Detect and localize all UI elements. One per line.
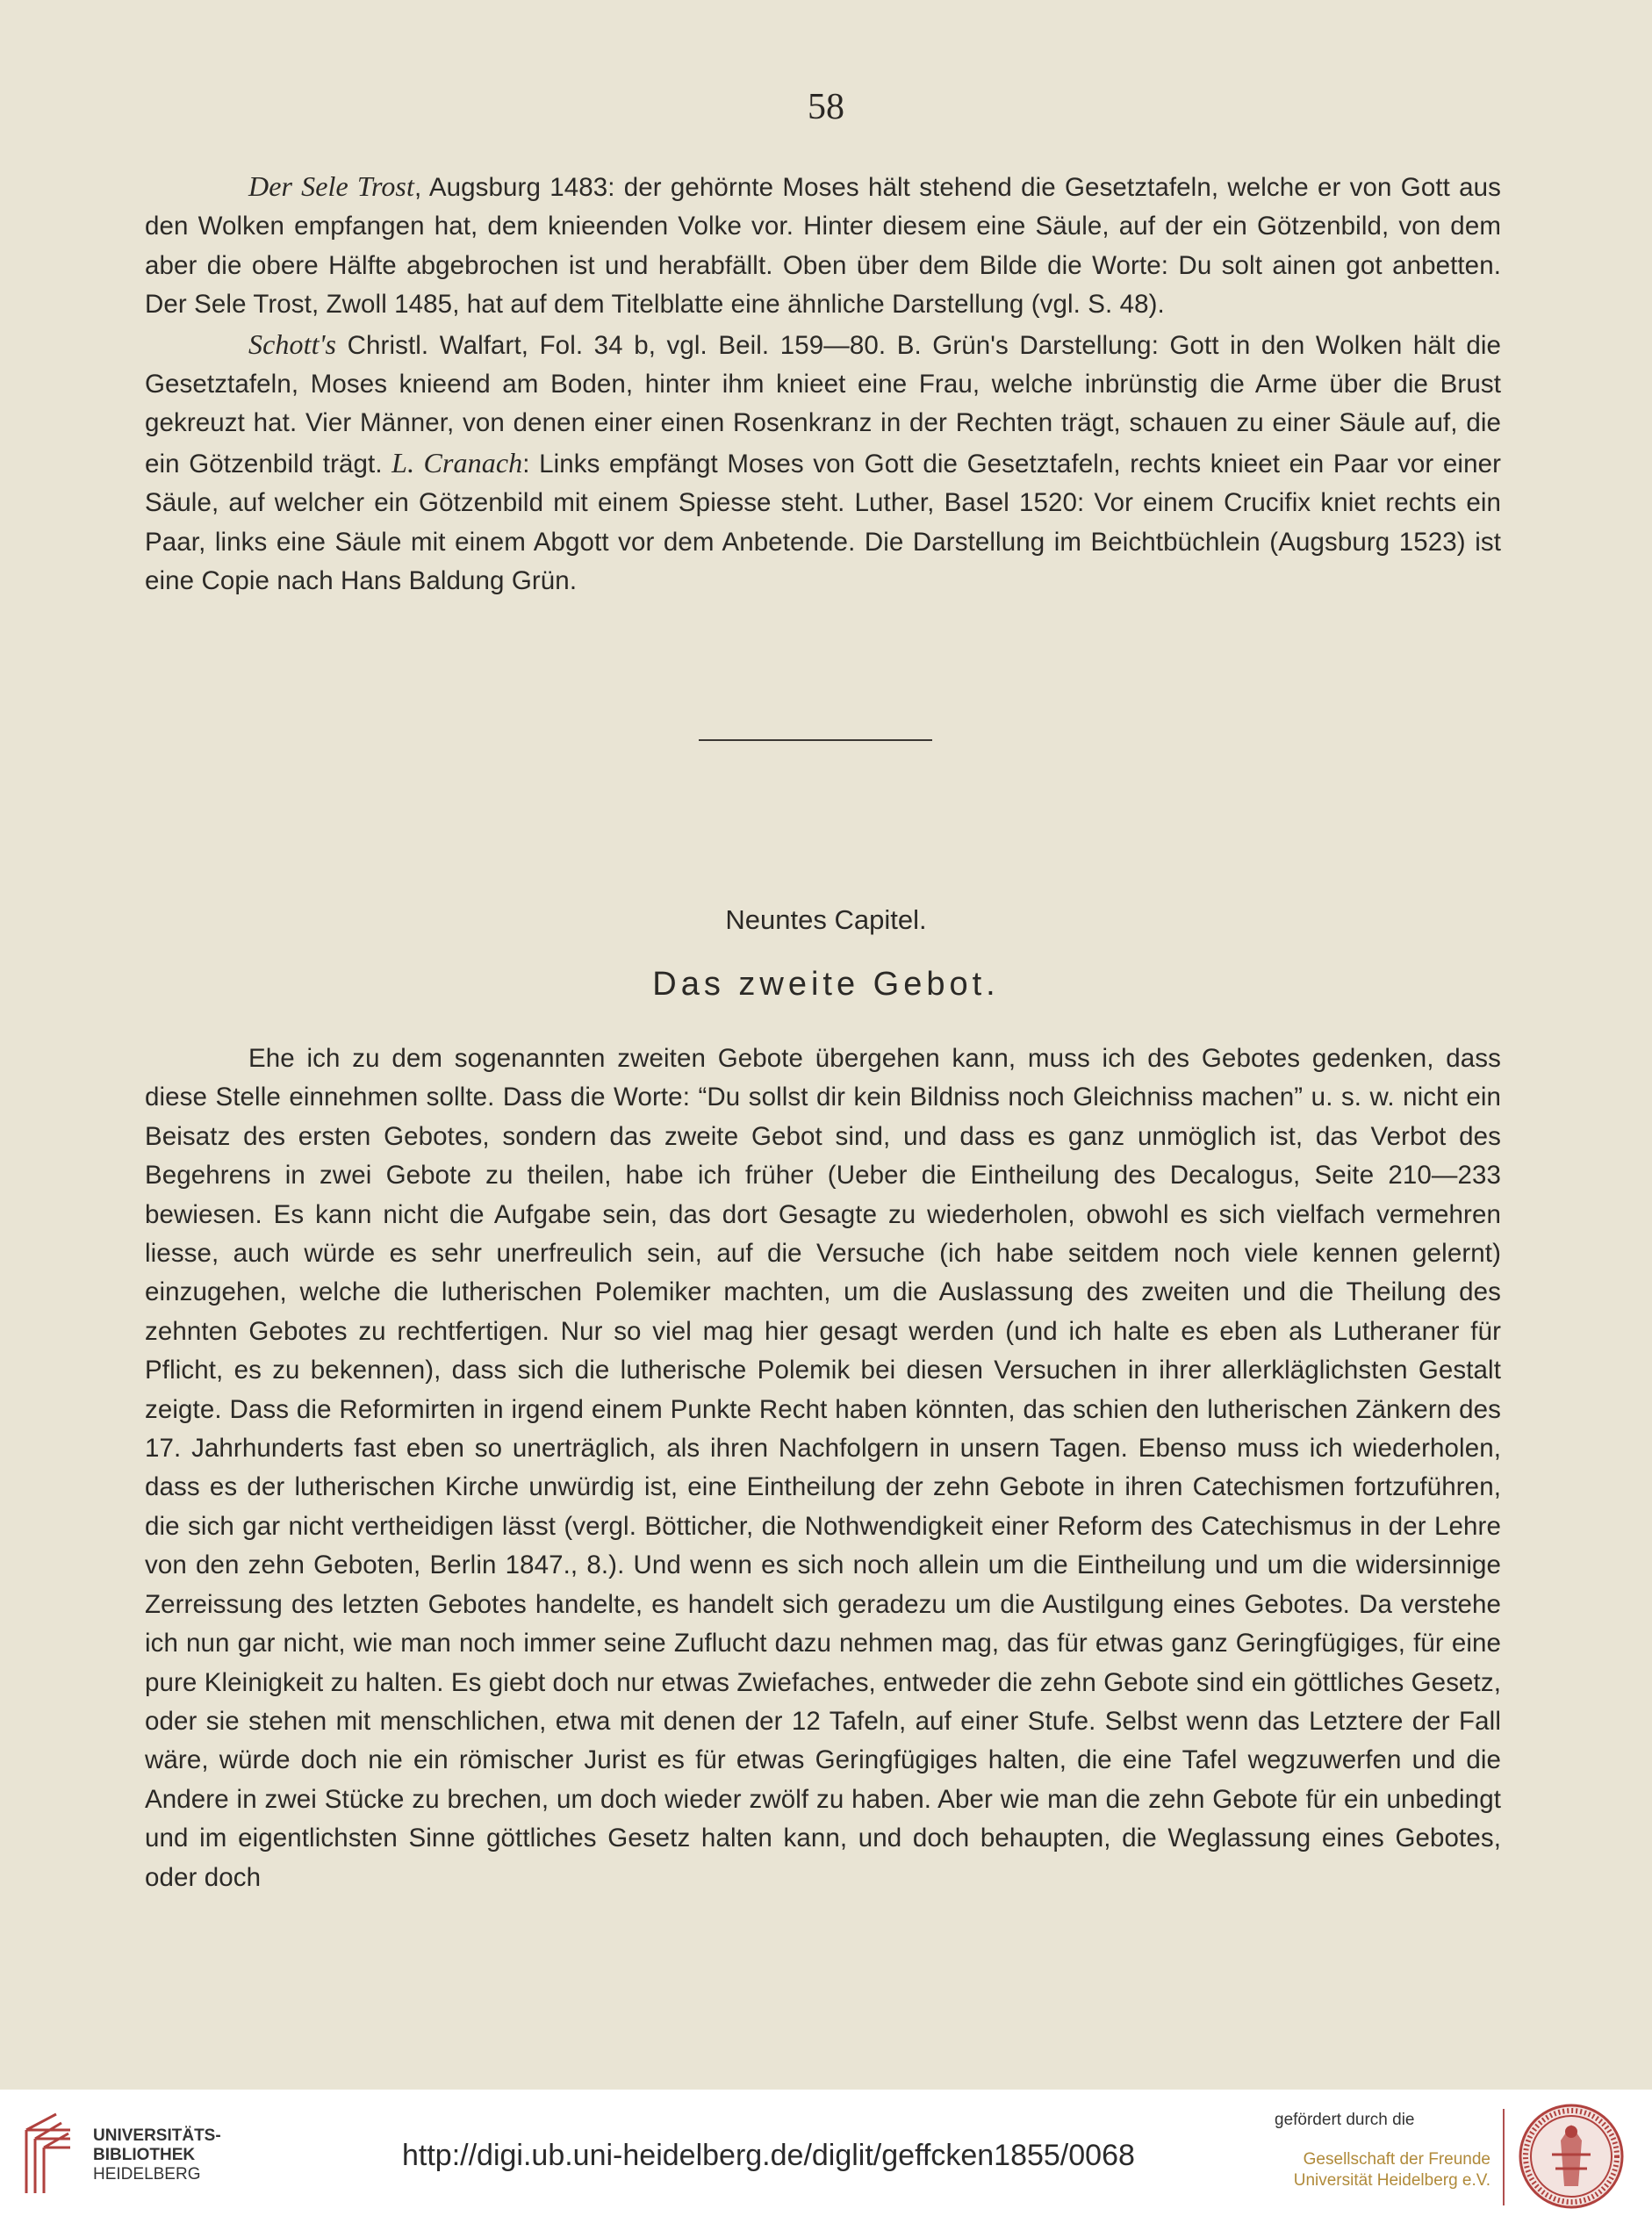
text-run: , Augsburg 1483: der gehörnte Moses hält stehend die Gesetztafeln, welche er von Gott aus den Wolken empfangen hat, dem knieenden Volke vor. Hinter diesem eine Säule, auf der ein Götzenbild, von dem aber die obere Hälfte abgebrochen ist und herabfällt. Oben über dem Bilde die Worte: Du solt ainen got anbetten. Der Sele Trost, Zwoll 1485, hat auf dem Titelblatte eine ähnliche Darstellung (vgl. S. 48). (145, 173, 1502, 320)
library-name-line: HEIDELBERG (93, 2165, 201, 2184)
sponsor-name-line: Universität Heidelberg e.V. (1293, 2171, 1490, 2190)
paragraph (145, 325, 1501, 601)
sponsor-divider (1503, 2109, 1505, 2205)
paragraph (145, 167, 1501, 325)
library-name (93, 2126, 221, 2184)
chapter-label: Neuntes Capitel. (725, 904, 927, 935)
italic-citation: Der Sele Trost (248, 170, 414, 202)
sponsor-caption: gefördert durch die (1275, 2111, 1415, 2129)
university-seal-icon (1517, 2102, 1626, 2211)
footer-bar (0, 2090, 1652, 2216)
italic-citation: Schott's (248, 327, 337, 360)
library-logo-icon (19, 2112, 77, 2200)
sponsor-name-line: Gesellschaft der Freunde (1303, 2150, 1490, 2169)
text-run: Ehe ich zu dem sogenannten zweiten Gebote übergehen kann, muss ich des Gebotes gedenken, dass diese Stelle einnehmen sollte. Dass die Worte: “Du sollst dir kein Bildniss noch Gleichniss machen” u. s. w. nicht ein Beisatz des ersten Gebotes, sondern das zweite Gebot sind, und dass es ganz unmöglich ist, das Verbot des Begehrens in zwei Gebote zu theilen, habe ich früher (Ueber die Eintheilung des Decalogus, Seite 210—233 bewiesen. Es kann nicht die Aufgabe sein, das dort Gesagte zu wiederholen, obwohl es sich vielfach vermehren liesse, auch würde es sehr unerfreulich sein, auf die Versuche (ich habe seitdem noch viele kennen gelernt) einzugehen, welche die lutherischen Polemiker machten, um die Auslassung des zweiten und die Theilung des zehnten Gebotes zu rechtfertigen. Nur so viel mag hier gesagt werden (und ich halte es eben als Lutheraner für Pflicht, es zu bekennen), dass sich die lutherische Polemik bei diesen Versuchen in ihrer allerkläglichsten Gestalt zeigte. Dass die Reformirten in irgend einem Punkte Recht haben könnten, das schien den lutherischen Zänkern des 17. Jahrhunderts fast eben so unerträglich, als ihren Nachfolgern in unsern Tagen. Ebenso muss ich wiederholen, dass es der lutherischen Kirche unwürdig ist, eine Eintheilung der zehn Gebote in ihren Catechismen fortzuführen, die sich gar nicht vertheidigen lässt (vergl. Bötticher, die Nothwendigkeit einer Reform des Catechismus in der Lehre von den zehn Geboten, Berlin 1847., 8.). Und wenn es sich noch allein um die Eintheilung und um die widersinnige Zerreissung des letzten Gebotes handelte, es handelt sich geradezu um die Austilgung eines Gebotes. Da verstehe ich nun gar nicht, wie man noch immer seine Zuflucht dazu nehmen mag, das für etwas ganz Geringfügiges, für eine pure Kleinigkeit zu halten. Es giebt doch nur etwas Zwiefaches, entweder die zehn Gebote sind ein göttliches Gesetz, oder sie stehen mit menschlichen, etwa mit denen der 12 Tafeln, auf einer Stufe. Selbst wenn das Letztere der Fall wäre, würde doch nie ein römischer Jurist es für etwas Geringfügiges halten, die eine Tafel wegzuwerfen und die Andere in zwei Stücke zu brechen, um doch wieder zwölf zu haben. Aber wie man die zehn Gebote für ein unbedingt und im eigentlichsten Sinne göttliches Gesetz halten kann, und doch behaupten, die Weglassung eines Gebotes, oder doch (145, 1044, 1501, 1892)
library-name-line: BIBLIOTHEK (93, 2146, 196, 2164)
section-divider (699, 739, 932, 741)
paragraph (145, 1040, 1501, 1897)
library-name-line: UNIVERSITÄTS- (93, 2126, 221, 2145)
sponsor-name (1271, 2149, 1490, 2191)
page-number: 58 (808, 87, 844, 127)
text-run: Christl. Walfart, Fol. 34 b, vgl. Beil. 159—80. B. Grün's Darstellung: Gott in den Wolken hält die Gesetztafeln, Moses knieend am Boden, hinter ihm knieet eine Frau, welche inbrünstig die Arme über die Brust gekreuzt hat. Vier Männer, von denen einer einen Rosenkranz in der Rechten trägt, schauen zu einer Säule auf, die ein Götzenbild trägt. (145, 330, 1501, 478)
text-run: : Links empfängt Moses von Gott die Gesetztafeln, rechts knieet ein Paar vor einer Säule, auf welcher ein Götzenbild mit einem Spiesse steht. Luther, Basel 1520: Vor einem Crucifix kniet rechts ein Paar, links eine Säule mit einem Abgott vor dem Anbetende. Die Darstellung im Beichtbüchlein (Augsburg 1523) ist eine Copie nach Hans Baldung Grün. (145, 449, 1502, 596)
text-block-main (145, 1040, 1501, 1897)
italic-citation: L. Cranach (391, 446, 523, 478)
chapter-title: Das zweite Gebot. (652, 966, 1000, 1003)
text-block-top (145, 167, 1501, 601)
permalink-url[interactable]: http://digi.ub.uni-heidelberg.de/diglit/geffcken1855/0068 (402, 2139, 1135, 2172)
